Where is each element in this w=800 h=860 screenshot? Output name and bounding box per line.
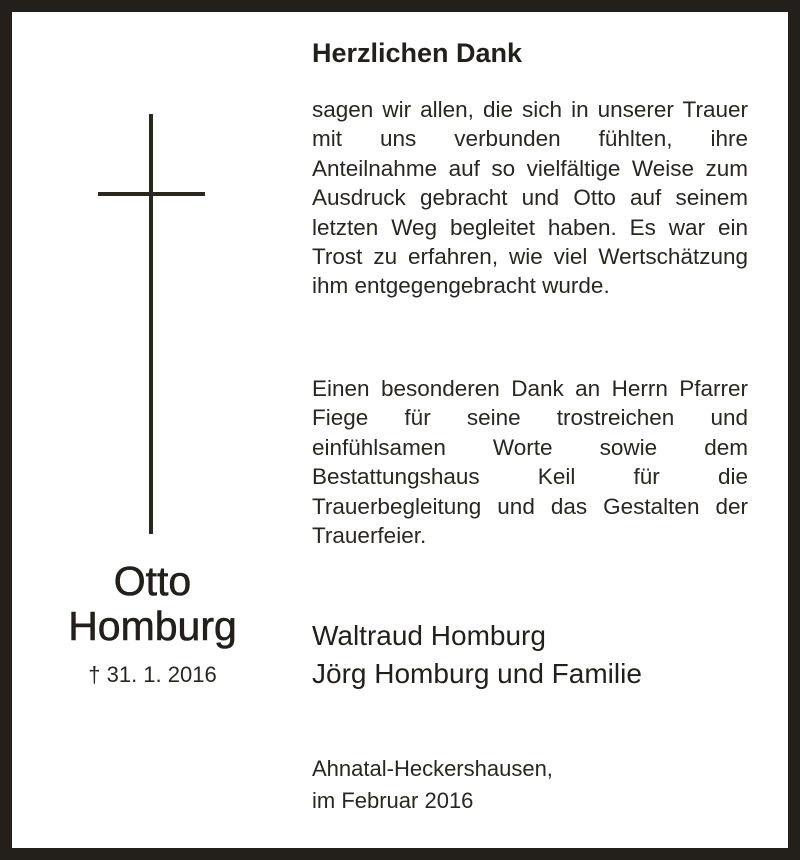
thanks-paragraph-1: sagen wir allen, die sich in unserer Trauer mit uns verbunden fühlten, ihre Anteilnahme auf so vielfältige Weise zum Ausdruck gebracht und Otto auf seinem letzten Weg begleitet haben. Es war ein Trost zu erfahren, wie viel Wertschätzung ihm entgegengebracht wurde. bbox=[312, 97, 748, 299]
signer-2: Jörg Homburg und Familie bbox=[312, 658, 642, 689]
deceased-first-name: Otto bbox=[113, 558, 192, 604]
thanks-paragraph-2: Einen besonderen Dank an Herrn Pfarrer Fiege für seine trostreichen und einfühlsamen Worte sowie dem Bestattungshaus Keil für die Trauerbegleitung und das Gestalten der Trauerfeier. bbox=[312, 376, 748, 549]
place: Ahnatal-Heckershausen, bbox=[312, 756, 553, 781]
month: im Februar 2016 bbox=[312, 788, 474, 813]
death-date: † 31. 1. 2016 bbox=[88, 662, 217, 687]
cross-icon-bar bbox=[98, 192, 205, 196]
notice-heading: Herzlichen Dank bbox=[312, 38, 523, 68]
signer-1: Waltraud Homburg bbox=[312, 620, 546, 651]
deceased-last-name: Homburg bbox=[68, 603, 237, 649]
cross-icon bbox=[149, 114, 153, 534]
